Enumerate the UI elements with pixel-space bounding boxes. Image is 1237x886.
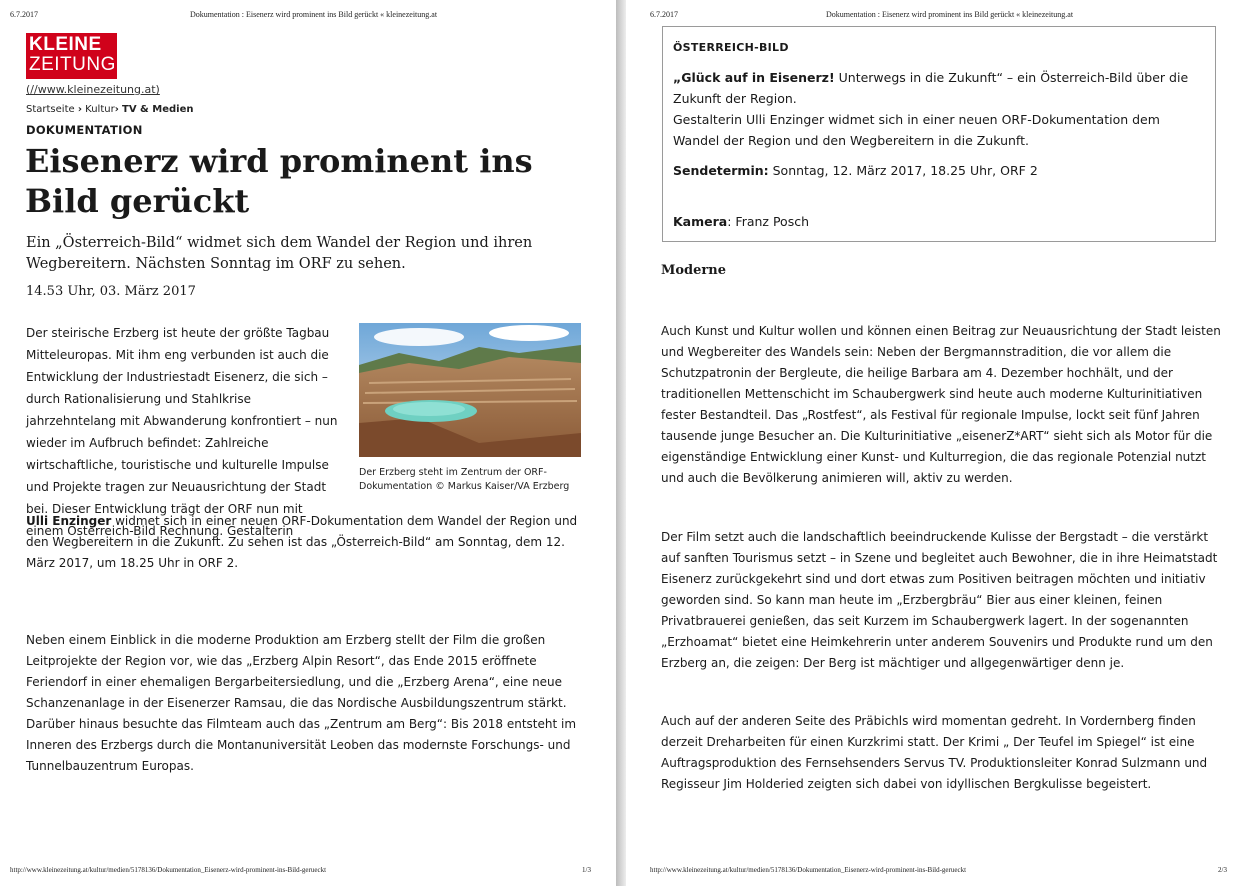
article-para-2: Neben einem Einblick in die moderne Produktion am Erzberg stellt der Film die großen Leitprojekte der Region vor, wie das „Erzberg Alpin Resort“, das Ende 2015 eröffnete Feriendorf in einer ehemaligen Bergarbeitersiedlung, und die „Erzberg Arena“, eine neue Schanzenanlage in der Eisenerzer Ramsau, die das Nordische Ausbildungszentrum stärkt. Darüber hinaus besuchte das Filmteam auch das „Zentrum am Berg“: Bis 2018 entsteht im Inneren des Erzbergs durch die Montanuniversität Leoben das modernste Forschungs- und Tunnelbauzentrum Europas. [26,633,577,773]
info-box-sendetermin [673,160,1203,181]
breadcrumb-tv-medien[interactable]: TV & Medien [122,104,194,115]
info-box-line-1 [673,67,1203,109]
print-header-date: 6.7.2017 [650,10,678,19]
info-box-subtitle: Unterwegs in die Zukunft“ – ein Österreich-Bild über die Zukunft der Region. [673,70,1189,106]
section-heading: Moderne [661,263,726,278]
photo-caption: Der Erzberg steht im Zentrum der ORF-Dokumentation © Markus Kaiser/VA Erzberg [359,467,570,492]
print-header-title: Dokumentation : Eisenerz wird prominent ins Bild gerückt « kleinezeitung.at [826,10,1074,19]
print-header-title: Dokumentation : Eisenerz wird prominent ins Bild gerückt « kleinezeitung.at [190,10,438,19]
article-para-4: Der Film setzt auch die landschaftlich beeindruckende Kulisse der Bergstadt – die verstärkt auf sanften Tourismus setzt – in Szene und begleitet auch Bewohner, die in ihre Heimatstadt Eisenerz zurückgekehrt sind und dort etwas zum Positiven beitragen möchten und initiativ geworden sind. So kann man heute im „Erzbergbräu“ Bier aus einer kleinen, feinen Privatbrauerei genießen, das seit Kurzem im Schaubergwerk lagert. In der sogenannten „Erzhoamat“ bietet eine Heimkehrerin unter anderem Souvenirs und Produkte rund um den Erzberg an, die zeigen: Der Berg ist mächtiger und allgegenwärtiger denn je. [661,530,1218,670]
breadcrumb-separator: › [114,104,119,115]
article-para-1-top [26,322,340,542]
article-title: Eisenerz wird prominent ins Bild gerückt [25,142,533,220]
print-footer-url: http://www.kleinezeitung.at/kultur/medien/5178136/Dokumentation_Eisenerz-wird-prominent-ins-Bild-gerueckt [10,866,327,874]
print-header-date: 6.7.2017 [10,10,38,19]
sendetermin-label: Sendetermin: [673,163,769,178]
breadcrumb-startseite[interactable]: Startseite [26,104,75,115]
article-para-1-bottom [26,511,586,574]
print-footer-url: http://www.kleinezeitung.at/kultur/medien/5178136/Dokumentation_Eisenerz-wird-prominent-ins-Bild-gerueckt [650,866,967,874]
kleine-zeitung-logo[interactable] [26,33,117,79]
article-lead: Ein „Österreich-Bild“ widmet sich dem Wandel der Region und ihren Wegbereitern. Nächsten Sonntag im ORF zu sehen. [26,235,533,272]
article-para-5: Auch auf der anderen Seite des Präbichls wird momentan gedreht. In Vordernberg finden derzeit Dreharbeiten für einen Kurzkrimi statt. Der Krimi „ Der Teufel im Spiegel“ ist eine Auftragsproduktion des Fernsehsenders Servus TV. Produktionsleiter Konrad Sulzmann und Regisseur Jim Holderied zeigten sich dabei von idyllischen Bergkulisse begeistert. [661,714,1208,791]
logo-line-1: KLEINE [29,34,102,55]
breadcrumb [26,104,193,115]
article-text-continued [26,511,586,574]
print-page-1 [0,0,616,886]
article-para-3: Auch Kunst und Kultur wollen und können einen Beitrag zur Neuausrichtung der Stadt leisten und Wegbereiter des Wandels sein: Neben der Bergmannstradition, die vor allem die Schutzpatronin der Bergleute, die heilige Barbara am 4. Dezember hochhält, und der traditionellen Mettenschicht im Schaubergwerk sind heute auch moderne Kulturinitiativen fester Bestandteil. Das „Rostfest“, als Festival für regionale Impulse, lockt seit fünf Jahren tausende junge Besucher an. Die Kulturinitiative „eisenerZ*ART“ sieht sich als Motor für die eigenständige Entwicklung einer Kunst- und Kulturregion, die das regionale Potenzial nutzt und auch die Bevölkerung animieren will, aktiv zu werden. [661,324,1221,485]
info-box-line-2: Gestalterin Ulli Enzinger widmet sich in einer neuen ORF-Dokumentation dem Wandel der Region und den Wegbereitern in die Zukunft. [673,112,1160,148]
page-gap [616,0,626,886]
print-footer-page: 1/3 [582,866,591,874]
breadcrumb-kultur[interactable]: Kultur [85,104,115,115]
erzberg-photo [359,323,581,457]
logo-line-2: ZEITUNG [29,54,116,75]
home-link[interactable]: (//www.kleinezeitung.at) [26,83,160,96]
kamera-label: Kamera [673,214,728,229]
sendetermin-value: Sonntag, 12. März 2017, 18.25 Uhr, ORF 2 [768,163,1038,178]
print-page-2 [626,0,1237,886]
info-box [662,26,1216,242]
breadcrumb-separator: › [77,104,82,115]
info-box-heading: ÖSTERREICH-BILD [673,41,789,54]
article-text-rest: widmet sich in einer neuen ORF-Dokumentation dem Wandel der Region und den Wegbereitern in die Zukunft. Zu sehen ist das „Österreich-Bild“ am Sonntag, dem 12. März 2017, um 18.25 Uhr in ORF 2. [26,514,578,570]
kamera-value: : Franz Posch [727,214,810,229]
info-box-kamera [673,211,1203,232]
info-box-title: „Glück auf in Eisenerz! [673,70,835,85]
article-text: Der steirische Erzberg ist heute der größte Tagbau Mitteleuropas. Mit ihm eng verbunden ist auch die Entwicklung der Industriestadt Eisenerz, die sich – durch Rationalisierung und Stahlkrise jahrzehntelang mit Abwanderung konfrontiert – nun wieder im Aufbruch befindet: Zahlreiche wirtschaftliche, touristische und kulturelle Impulse und Projekte tragen zur Neuausrichtung der Stadt bei. Dieser Entwicklung trägt der ORF nun mit einem Österreich-Bild Rechnung. Gestalterin [26,326,338,538]
print-footer-page: 2/3 [1218,866,1227,874]
article-kicker: DOKUMENTATION [26,123,143,137]
author-name: Ulli Enzinger [26,514,112,528]
article-date: 14.53 Uhr, 03. März 2017 [26,284,196,299]
